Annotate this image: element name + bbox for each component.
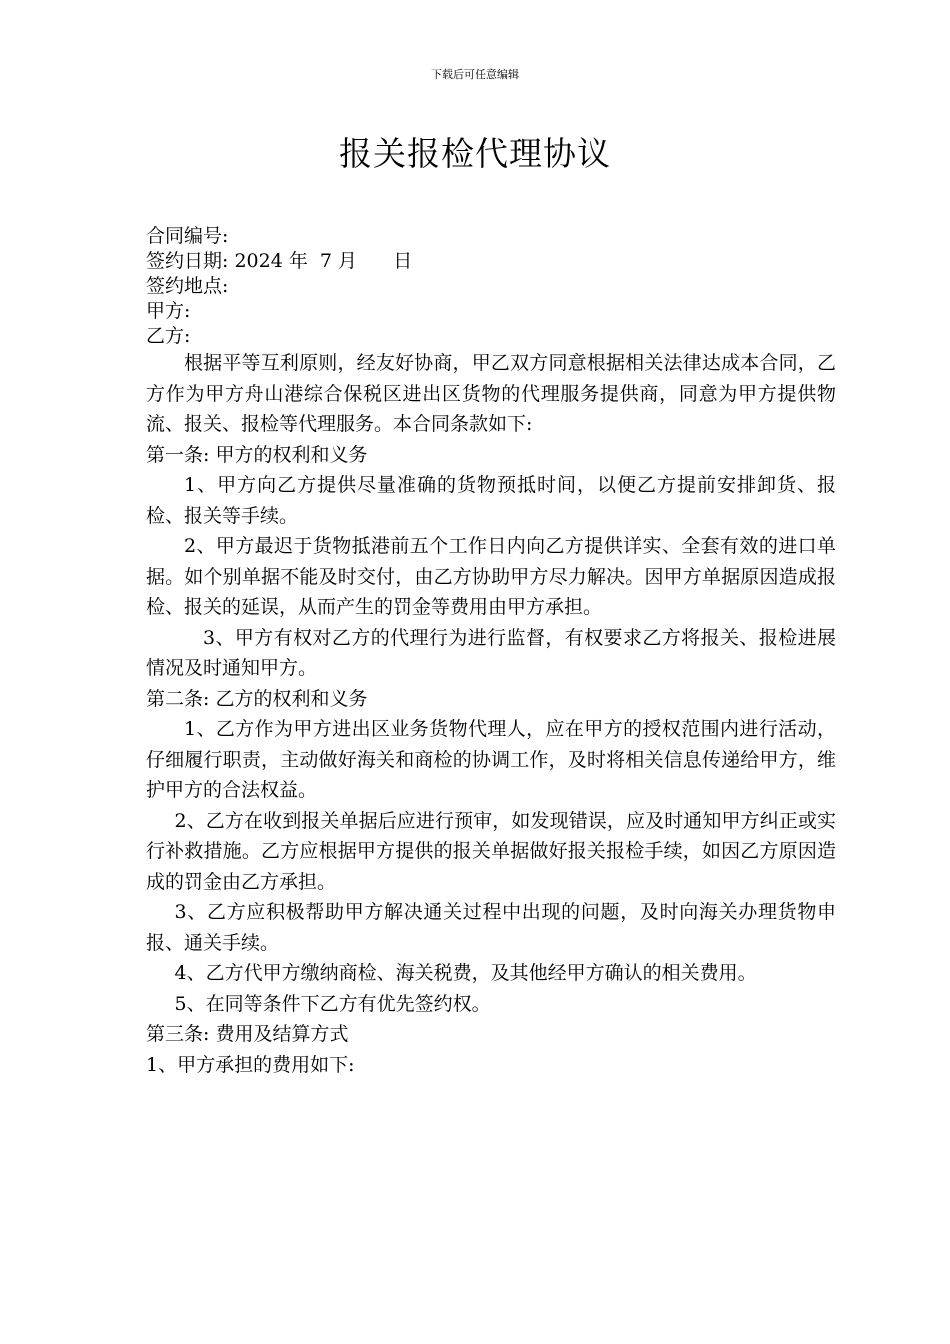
party-a-field: 甲方: — [146, 300, 191, 322]
intro-paragraph: 根据平等互利原则，经友好协商，甲乙双方同意根据相关法律达成本合同，乙方作为甲方舟山港综合保税区进出区货物的代理服务提供商，同意为甲方提供物流、报关、报检等代理服务。本合同条款如下: — [146, 352, 836, 435]
contract-meta — [146, 224, 846, 349]
article-1-heading: 第一条: 甲方的权利和义务 — [146, 443, 368, 466]
article-3-heading: 第三条: 费用及结算方式 — [146, 1023, 349, 1045]
header-note: 下载后可任意编辑 — [431, 68, 519, 81]
sign-place-field: 签约地点: — [146, 275, 229, 297]
article-2-item-3: 3、乙方应积极帮助甲方解决通关过程中出现的问题，及时向海关办理货物申报、通关手续。 — [146, 901, 836, 954]
article-1-item-3: 3、甲方有权对乙方的代理行为进行监督，有权要求乙方将报关、报检进展情况及时通知甲方。 — [146, 626, 836, 679]
article-3-item-1: 1、甲方承担的费用如下: — [146, 1053, 355, 1076]
article-1-item-1: 1、甲方向乙方提供尽量准确的货物预抵时间，以便乙方提前安排卸货、报检、报关等手续。 — [146, 474, 836, 527]
contract-number-field: 合同编号: — [146, 225, 229, 247]
party-b-field: 乙方: — [146, 325, 191, 347]
article-2-item-2: 2、乙方在收到报关单据后应进行预审，如发现错误，应及时通知甲方纠正或实行补救措施。乙方应根据甲方提供的报关单据做好报关报检手续，如因乙方原因造成的罚金由乙方承担。 — [146, 809, 836, 893]
sign-date-field: 签约日期: 2024 年 7 月 日 — [146, 250, 413, 272]
article-2-item-1: 1、乙方作为甲方进出区业务货物代理人，应在甲方的授权范围内进行活动，仔细履行职责，主动做好海关和商检的协调工作，及时将相关信息传递给甲方，维护甲方的合法权益。 — [146, 718, 836, 801]
document-title: 报关报检代理协议 — [339, 134, 611, 173]
article-2-heading: 第二条: 乙方的权利和义务 — [146, 687, 368, 710]
article-2-item-5: 5、在同等条件下乙方有优先签约权。 — [174, 992, 491, 1015]
article-1-item-2: 2、甲方最迟于货物抵港前五个工作日内向乙方提供详实、全套有效的进口单据。如个别单据不能及时交付，由乙方协助甲方尽力解决。因甲方单据原因造成报检、报关的延误，从而产生的罚金等费用由甲方承担。 — [146, 535, 836, 618]
article-2-item-4: 4、乙方代甲方缴纳商检、海关税费，及其他经甲方确认的相关费用。 — [174, 962, 757, 984]
contract-body — [146, 348, 836, 1080]
